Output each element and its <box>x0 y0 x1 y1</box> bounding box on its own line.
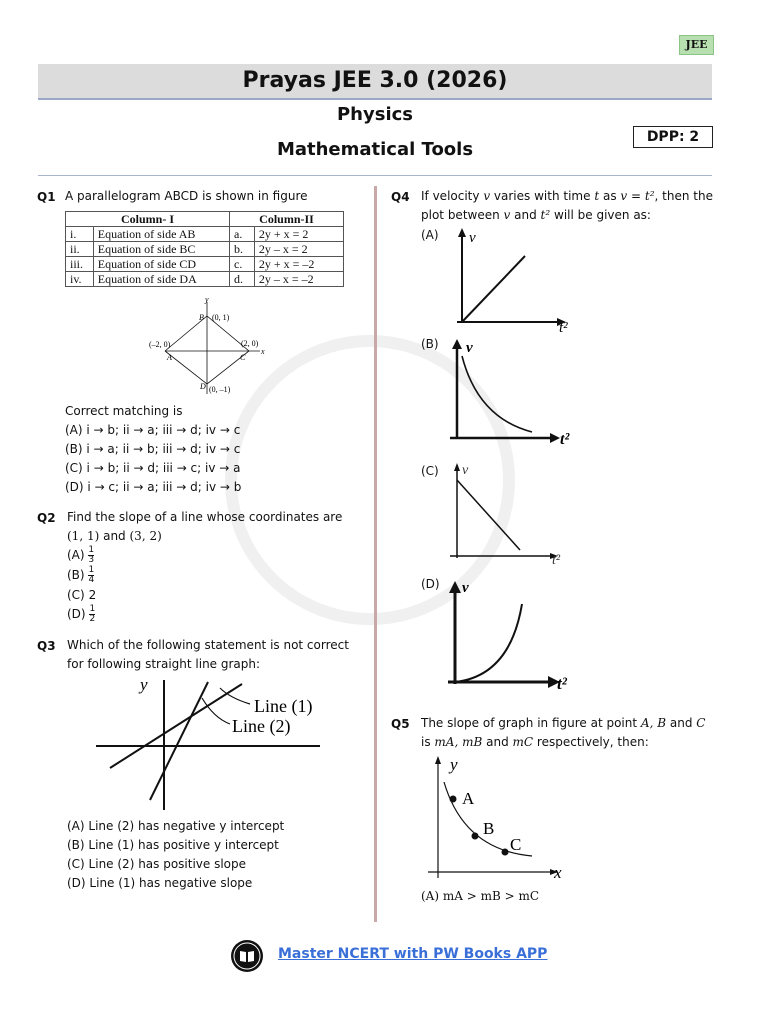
column-divider <box>374 186 377 922</box>
q3-text-line2: for following straight line graph: <box>67 657 261 671</box>
numerator: 1 <box>88 545 95 555</box>
q2-and: and <box>103 529 126 543</box>
q1-option-a: (A) i → b; ii → a; iii → d; iv → c <box>65 423 241 437</box>
book-icon <box>231 940 263 972</box>
table-row <box>66 227 344 242</box>
axis-v-label: v <box>462 580 469 596</box>
table-row <box>66 272 344 287</box>
q5-graph <box>420 752 570 884</box>
q3-option-b: (B) Line (1) has positive y intercept <box>67 838 279 852</box>
q3-option-c: (C) Line (2) has positive slope <box>67 857 247 871</box>
text: as <box>602 189 617 203</box>
fraction <box>88 546 94 565</box>
axis-t2-label: t² <box>560 431 570 448</box>
col2-header: Column-II <box>230 212 344 227</box>
q5-number: Q5 <box>391 717 410 731</box>
var-t2: t² <box>540 208 551 222</box>
slopes-ab: mA, mB <box>434 735 483 749</box>
fig-y-label: y <box>205 296 209 304</box>
fraction <box>88 566 94 585</box>
q2-text: Find the slope of a line whose coordinates are <box>67 510 343 524</box>
q4-option-d: (D) <box>421 577 440 591</box>
table-cell: 2y + x = 2 <box>254 227 343 242</box>
table-cell: 2y – x = –2 <box>254 272 343 287</box>
topic-heading: Mathematical Tools <box>276 139 474 160</box>
q3-y-label: y <box>140 675 148 694</box>
option-label: (B) <box>67 568 85 582</box>
q2-option-c <box>67 586 96 605</box>
text: and <box>486 735 509 749</box>
pw-books-app-link[interactable]: Master NCERT with PW Books APP <box>278 946 548 962</box>
q5-point-b: B <box>483 819 495 838</box>
dpp-box: DPP: 2 <box>633 126 713 148</box>
fig-point-a: A <box>167 353 172 362</box>
axis-v-label: v <box>466 340 473 356</box>
q4-option-b: (B) <box>421 337 439 351</box>
option-label: (C) <box>67 588 85 602</box>
table-cell: i. <box>66 227 94 242</box>
var-v: v <box>483 189 491 203</box>
slope-c: mC <box>512 735 534 749</box>
q4-graph-a <box>445 226 585 336</box>
axis-t2-label: t² <box>557 674 567 693</box>
numerator: 1 <box>88 565 95 575</box>
q3-line1-label: Line (1) <box>254 696 313 716</box>
text: plot between <box>421 208 500 222</box>
q4-text-line2 <box>421 206 651 225</box>
col1-header: Column- I <box>66 212 230 227</box>
q1-option-d: (D) i → c; ii → a; iii → d; iv → b <box>65 480 242 494</box>
denominator: 2 <box>89 614 96 624</box>
text: and <box>514 208 537 222</box>
table-cell: b. <box>230 242 255 257</box>
q2-point-2: (3, 2) <box>129 529 162 543</box>
q4-graph-c <box>440 460 580 570</box>
option-value: 2 <box>88 588 97 602</box>
q3-option-d: (D) Line (1) has negative slope <box>67 876 253 890</box>
axis-v-label: v <box>469 230 476 246</box>
q3-option-a: (A) Line (2) has negative y intercept <box>67 819 285 833</box>
q5-point-c: C <box>510 835 522 854</box>
q1-option-c: (C) i → b; ii → d; iii → c; iv → a <box>65 461 241 475</box>
q2-option-a <box>67 546 94 565</box>
table-cell: iii. <box>66 257 94 272</box>
table-cell: 2y – x = 2 <box>254 242 343 257</box>
q1-rhombus-figure <box>145 296 270 398</box>
table-cell: a. <box>230 227 255 242</box>
fig-point-d: D <box>200 382 206 391</box>
var-v: v <box>503 208 511 222</box>
q1-match-table <box>65 211 344 287</box>
table-cell: Equation of side BC <box>93 242 229 257</box>
q5-point-a: A <box>462 789 475 808</box>
fig-coord-c: (2, 0) <box>241 339 259 348</box>
option-label: (D) <box>67 607 86 621</box>
exam-badge: JEE <box>679 35 714 55</box>
q5-y-label: y <box>450 755 458 774</box>
text: and <box>669 716 693 730</box>
page-title: Prayas JEE 3.0 (2026) <box>38 64 712 100</box>
q1-text: A parallelogram ABCD is shown in figure <box>65 189 308 203</box>
q2-points <box>67 527 162 546</box>
table-cell: Equation of side CD <box>93 257 229 272</box>
q2-option-b <box>67 566 94 585</box>
table-cell: 2y + x = –2 <box>254 257 343 272</box>
text: The slope of graph in figure at point <box>421 716 638 730</box>
text: If velocity <box>421 189 480 203</box>
q4-graph-b <box>440 336 580 448</box>
q5-text-line2 <box>421 733 649 752</box>
numerator: 1 <box>89 604 96 614</box>
q3-line2-label: Line (2) <box>232 716 291 736</box>
fraction <box>89 605 95 624</box>
table-cell: iv. <box>66 272 94 287</box>
fig-coord-d: (0, –1) <box>209 385 231 394</box>
header-divider <box>38 175 712 176</box>
axis-t2-label: t² <box>552 553 561 568</box>
axis-t2-label: t² <box>559 320 568 336</box>
fig-point-b: B <box>199 313 204 322</box>
q4-text-line1 <box>421 187 713 206</box>
option-label: (A) <box>67 548 85 562</box>
denominator: 4 <box>88 575 95 585</box>
subject-heading: Physics <box>336 104 413 125</box>
fig-coord-a: (–2, 0) <box>149 340 171 349</box>
q4-option-c: (C) <box>421 464 439 478</box>
table-cell: Equation of side DA <box>93 272 229 287</box>
table-row <box>66 242 344 257</box>
q2-number: Q2 <box>37 511 56 525</box>
q2-point-1: (1, 1) <box>67 529 100 543</box>
q1-prompt: Correct matching is <box>65 404 183 418</box>
text: varies with time <box>493 189 591 203</box>
point-c: C <box>696 716 706 730</box>
text: is <box>421 735 431 749</box>
points-ab: A, B <box>640 716 667 730</box>
open-book-icon <box>231 940 263 972</box>
equation: v = t² <box>620 189 655 203</box>
denominator: 3 <box>88 555 95 565</box>
q2-option-d <box>67 605 95 624</box>
fig-x-label: x <box>261 347 265 356</box>
q4-option-a: (A) <box>421 228 439 242</box>
q4-number: Q4 <box>391 190 410 204</box>
q3-graph <box>90 672 340 814</box>
fig-point-c: C <box>240 353 246 362</box>
var-t: t <box>594 189 600 203</box>
text: respectively, then: <box>536 735 649 749</box>
q1-number: Q1 <box>37 190 56 204</box>
q3-number: Q3 <box>37 639 56 653</box>
axis-v-label: v <box>462 463 469 478</box>
text: will be given as: <box>554 208 651 222</box>
fig-coord-b: (0, 1) <box>212 313 230 322</box>
table-cell: d. <box>230 272 255 287</box>
q1-option-b: (B) i → a; ii → b; iii → d; iv → c <box>65 442 241 456</box>
q5-option-a: (A) mA > mB > mC <box>421 889 540 903</box>
q5-x-label: x <box>554 863 562 882</box>
text: , then the <box>654 189 713 203</box>
table-row <box>66 257 344 272</box>
table-cell: ii. <box>66 242 94 257</box>
table-cell: Equation of side AB <box>93 227 229 242</box>
q3-text-line1: Which of the following statement is not correct <box>67 638 349 652</box>
table-cell: c. <box>230 257 255 272</box>
q4-graph-d <box>440 576 580 694</box>
q5-text-line1 <box>421 714 705 733</box>
